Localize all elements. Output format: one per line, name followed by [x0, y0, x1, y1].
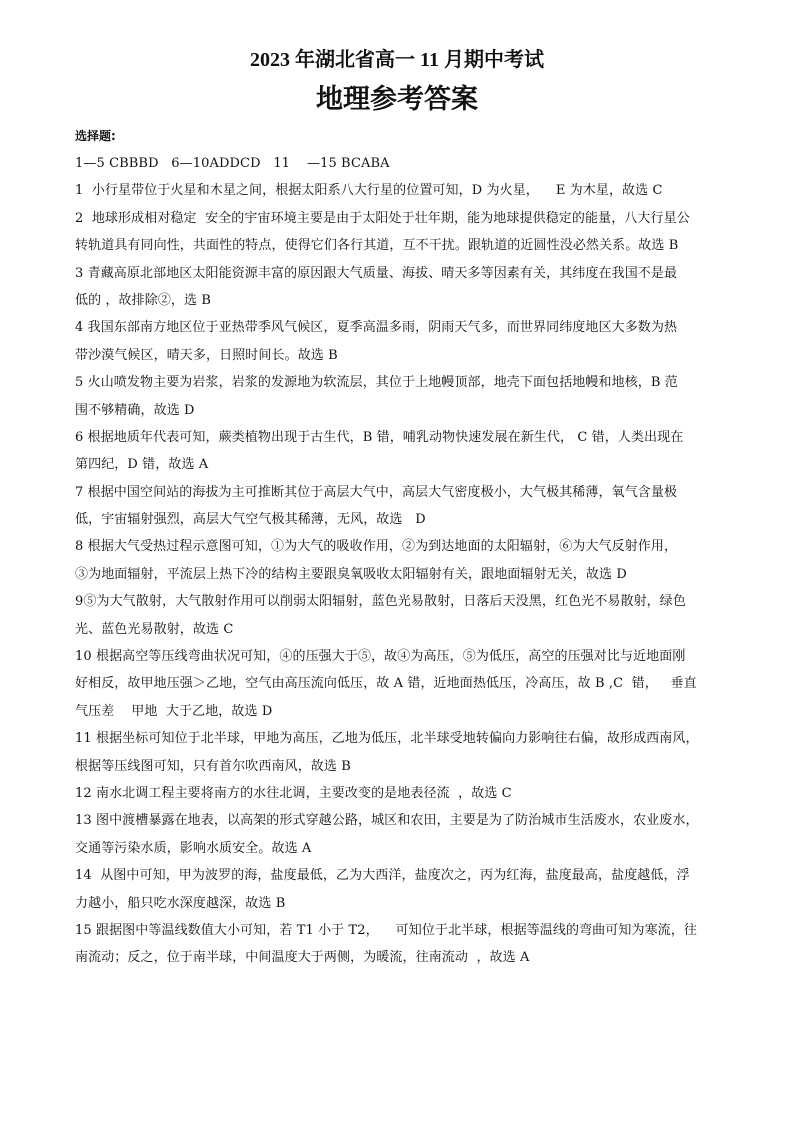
answer-line: 光、蓝色光易散射，故选 C: [75, 621, 234, 637]
answer-line: 14 从图中可知，甲为波罗的海，盐度最低，乙为大西洋，盐度次之，丙为红海，盐度最高，盐度越低，浮: [75, 868, 690, 884]
answer-line: 2 地球形成相对稳定 安全的宇宙环境主要是由于太阳处于壮年期，能为地球提供稳定的能量，八大行星公: [75, 210, 690, 226]
exam-title: 2023 年湖北省高一 11 月期中考试: [250, 49, 544, 71]
answer-line: 6 根据地质年代表可知，蕨类植物出现于古生代，B 错，哺乳动物快速发展在新生代， C 错，人类出现在: [75, 429, 684, 445]
answer-body: [75, 150, 721, 972]
answer-line: 带沙漠气候区，晴天多，日照时间长。故选 B: [75, 347, 338, 363]
answer-line: 根据等压线图可知，只有首尔吹西南风，故选 B: [75, 758, 351, 774]
answer-line: 5 火山喷发物主要为岩浆，岩浆的发源地为软流层，其位于上地幔顶部，地壳下面包括地幔和地核，B 范: [75, 375, 678, 391]
answer-line: 转轨道具有同向性，共面性的特点，使得它们各行其道，互不干扰。跟轨道的近圆性没必然关系。故选 B: [75, 238, 679, 254]
answer-line: 15 跟据图中等温线数值大小可知，若 T1 小于 T2， 可知位于北半球，根据等温线的弯曲可知为寒流，往: [75, 922, 697, 938]
answer-line: 好相反，故甲地压强＞乙地，空气由高压流向低压，故 A 错，近地面热低压，冷高压，故 B ,C 错， 垂直: [75, 676, 697, 692]
answer-line: 3 青藏高原北部地区太阳能资源丰富的原因跟大气质量、海拔、晴天多等因素有关，其纬度在我国不是最: [75, 265, 678, 281]
answer-line: 力越小，船只吃水深度越深，故选 B: [75, 895, 286, 911]
answer-line: 气压差 甲地 大于乙地，故选 D: [75, 703, 273, 719]
answer-line: ③为地面辐射，平流层上热下冷的结构主要跟臭氧吸收太阳辐射有关，跟地面辐射无关，故选 D: [75, 566, 627, 582]
answer-line: 1 小行星带位于火星和木星之间，根据太阳系八大行星的位置可知，D 为火星， E 为木星，故选 C: [75, 183, 663, 199]
answer-line: 8 根据大气受热过程示意图可知，①为大气的吸收作用，②为到达地面的太阳辐射，⑥为大气反射作用，: [75, 539, 678, 555]
answer-key-summary: 1—5 CBBBD 6—10ADDCD 11 —15 BCABA: [75, 156, 390, 171]
answer-line: 10 根据高空等压线弯曲状况可知，④的压强大于⑤，故④为高压，⑤为低压，高空的压强对比与近地面刚: [75, 649, 686, 665]
answer-line: 7 根据中国空间站的海拔为主可推断其位于高层大气中，高层大气密度极小，大气极其稀薄，氧气含量极: [75, 484, 678, 500]
answer-line: 11 根据坐标可知位于北半球，甲地为高压，乙地为低压，北半球受地转偏向力影响往右偏，故形成西南风，: [75, 731, 699, 747]
answer-line: 12 南水北调工程主要将南方的水往北调，主要改变的是地表径流 ，故选 C: [75, 785, 512, 801]
answer-line: 4 我国东部南方地区位于亚热带季风气候区，夏季高温多雨，阴雨天气多，而世界同纬度地区大多数为热: [75, 320, 678, 336]
answer-line: 围不够精确，故选 D: [75, 402, 195, 418]
answer-line: 南流动；反之，位于南半球，中间温度大于两侧，为暖流，往南流动 ，故选 A: [75, 950, 530, 966]
answer-line: 9⑤为大气散射，大气散射作用可以削弱太阳辐射，蓝色光易散射，日落后天没黑，红色光不易散射，绿色: [75, 594, 686, 610]
answer-line: 13 图中渡槽暴露在地表，以高架的形式穿越公路，城区和农田，主要是为了防治城市生活废水，农业废水，: [75, 813, 699, 829]
section-heading: 选择题:: [75, 129, 116, 143]
answer-line: 交通等污染水质，影响水质安全。故选 A: [75, 840, 312, 856]
answer-line: 第四纪，D 错，故选 A: [75, 457, 209, 473]
answer-line: 低的 ，故排除②，选 B: [75, 292, 212, 308]
answer-line: 低，宇宙辐射强烈，高层大气空气极其稀薄，无风，故选 D: [75, 512, 426, 528]
answer-key-title: 地理参考答案: [316, 84, 478, 114]
